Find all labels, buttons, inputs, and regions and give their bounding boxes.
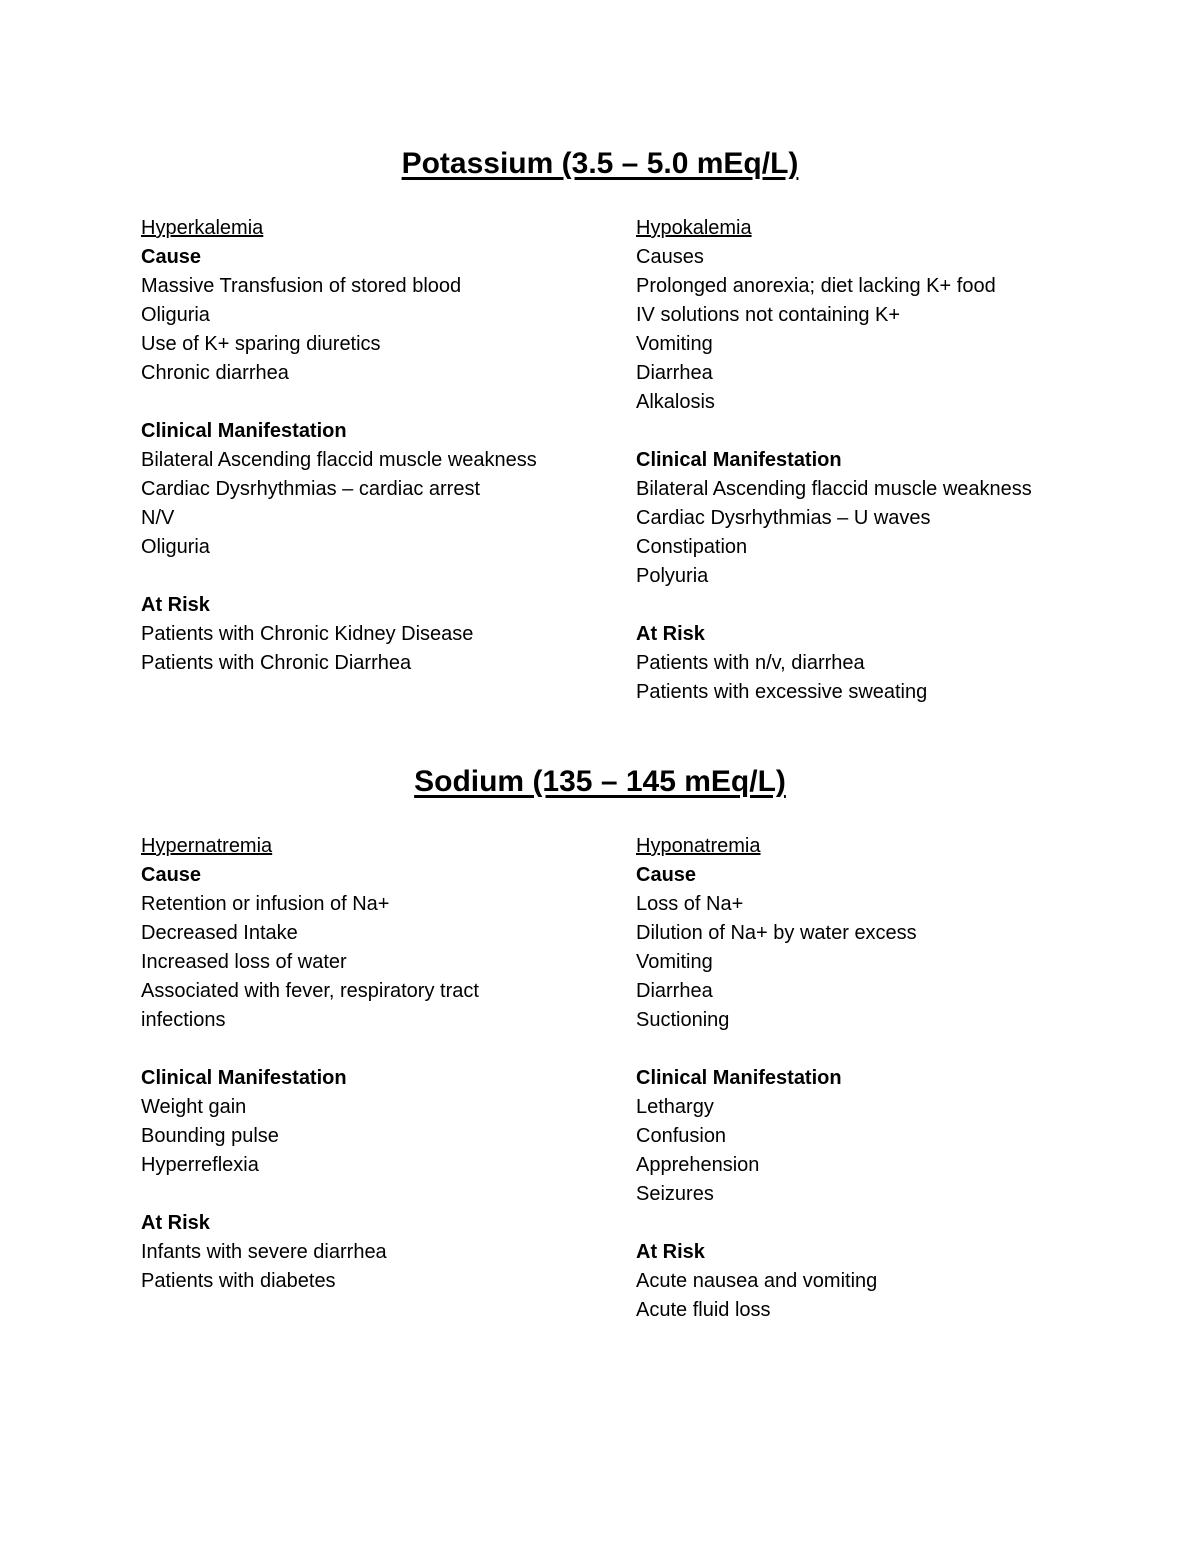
list-item: Bilateral Ascending flaccid muscle weakness [141, 449, 537, 471]
list-item: Diarrhea [636, 980, 713, 1002]
manifestation-heading: Clinical Manifestation [141, 1067, 347, 1089]
cause-heading: Cause [636, 864, 697, 886]
risk-heading: At Risk [141, 594, 210, 616]
manifestation-list [141, 1093, 611, 1180]
list-item: Oliguria [141, 304, 210, 326]
hypernatremia-title: Hypernatremia [141, 835, 273, 857]
spacer [141, 562, 611, 591]
cause-heading: Causes [636, 246, 704, 268]
list-item: Infants with severe diarrhea [141, 1241, 387, 1263]
list-item: Prolonged anorexia; diet lacking K+ food [636, 275, 996, 297]
list-item: Cardiac Dysrhythmias – U waves [636, 507, 931, 529]
spacer [141, 1035, 611, 1064]
spacer [141, 388, 611, 417]
list-item: Patients with n/v, diarrhea [636, 652, 865, 674]
potassium-title: Potassium (3.5 – 5.0 mEq/L) [401, 147, 799, 180]
list-item: Decreased Intake [141, 922, 298, 944]
risk-heading: At Risk [636, 1241, 705, 1263]
list-item: Diarrhea [636, 362, 713, 384]
cause-list [636, 272, 1106, 417]
list-item: Increased loss of water [141, 951, 347, 973]
list-item: Patients with Chronic Diarrhea [141, 652, 412, 674]
list-item: Vomiting [636, 333, 713, 355]
list-item: Chronic diarrhea [141, 362, 289, 384]
list-item: Alkalosis [636, 391, 715, 413]
list-item: Patients with Chronic Kidney Disease [141, 623, 474, 645]
list-item: Vomiting [636, 951, 713, 973]
list-item: Patients with excessive sweating [636, 681, 928, 703]
manifestation-list [636, 1093, 1106, 1209]
manifestation-list [141, 446, 611, 562]
hyperkalemia-title: Hyperkalemia [141, 217, 264, 239]
list-item: Dilution of Na+ by water excess [636, 922, 917, 944]
list-item: Oliguria [141, 536, 210, 558]
spacer [636, 1209, 1106, 1238]
list-item: Seizures [636, 1183, 714, 1205]
list-item: Lethargy [636, 1096, 714, 1118]
list-item: Polyuria [636, 565, 709, 587]
list-item: Retention or infusion of Na+ [141, 893, 390, 915]
risk-list [141, 620, 611, 678]
cause-list [141, 890, 611, 1035]
cause-heading: Cause [141, 864, 202, 886]
list-item: Bounding pulse [141, 1125, 279, 1147]
list-item: Constipation [636, 536, 748, 558]
list-item: Apprehension [636, 1154, 760, 1176]
list-item: Use of K+ sparing diuretics [141, 333, 381, 355]
cause-heading: Cause [141, 246, 202, 268]
hypokalemia-title: Hypokalemia [636, 217, 752, 239]
manifestation-heading: Clinical Manifestation [636, 1067, 842, 1089]
hypernatremia-column [141, 832, 611, 1296]
list-item: Confusion [636, 1125, 727, 1147]
list-item: Acute nausea and vomiting [636, 1270, 878, 1292]
spacer [636, 1035, 1106, 1064]
hypokalemia-column [636, 214, 1106, 707]
list-item: Bilateral Ascending flaccid muscle weakness [636, 478, 1032, 500]
hyponatremia-column [636, 832, 1106, 1325]
risk-list [636, 649, 1106, 707]
list-item: Massive Transfusion of stored blood [141, 275, 462, 297]
list-item: Patients with diabetes [141, 1270, 336, 1292]
list-item: Weight gain [141, 1096, 247, 1118]
risk-heading: At Risk [636, 623, 705, 645]
spacer [636, 591, 1106, 620]
sodium-title: Sodium (135 – 145 mEq/L) [414, 765, 786, 798]
list-item: N/V [141, 507, 175, 529]
hyponatremia-title: Hyponatremia [636, 835, 761, 857]
list-item: Acute fluid loss [636, 1299, 771, 1321]
risk-list [636, 1267, 1106, 1325]
list-item: Associated with fever, respiratory tract infections [141, 980, 479, 1031]
list-item: Hyperreflexia [141, 1154, 259, 1176]
list-item: IV solutions not containing K+ [636, 304, 901, 326]
list-item: Suctioning [636, 1009, 730, 1031]
manifestation-list [636, 475, 1106, 591]
manifestation-heading: Clinical Manifestation [636, 449, 842, 471]
risk-list [141, 1238, 611, 1296]
spacer [636, 417, 1106, 446]
list-item: Loss of Na+ [636, 893, 744, 915]
risk-heading: At Risk [141, 1212, 210, 1234]
cause-list [636, 890, 1106, 1035]
spacer [141, 1180, 611, 1209]
cause-list [141, 272, 611, 388]
hyperkalemia-column [141, 214, 611, 678]
manifestation-heading: Clinical Manifestation [141, 420, 347, 442]
list-item: Cardiac Dysrhythmias – cardiac arrest [141, 478, 480, 500]
